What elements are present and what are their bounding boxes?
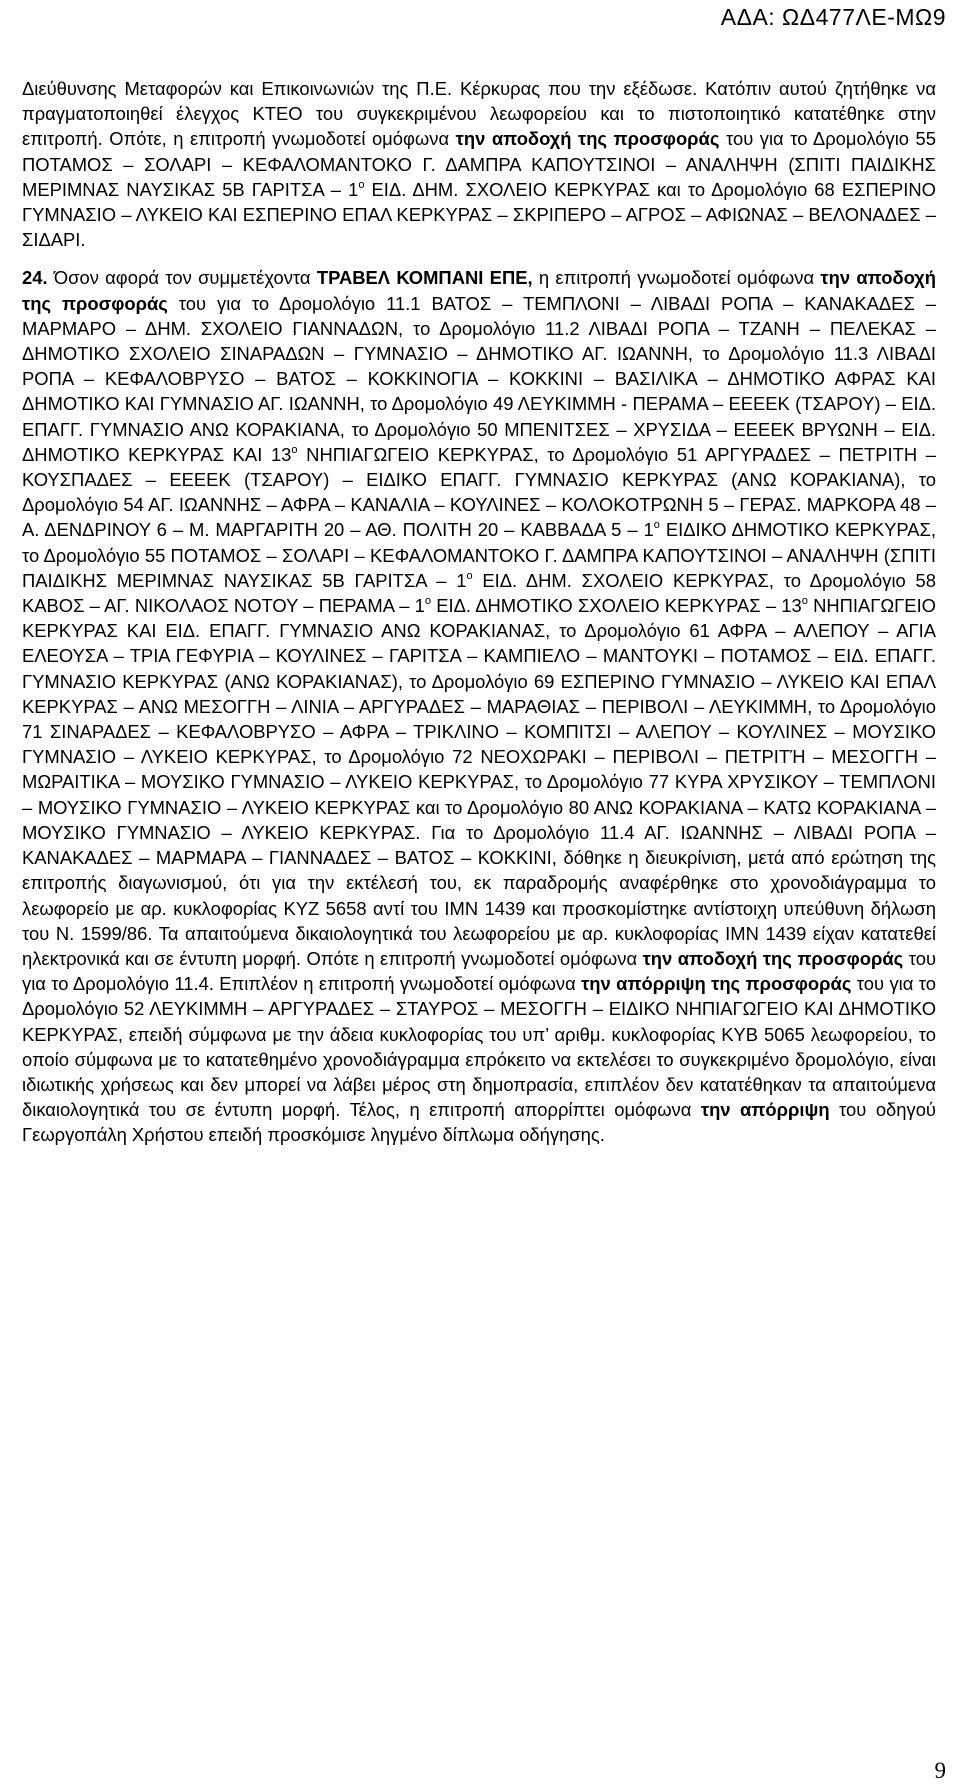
text-run: ΕΙΔ. ΔΗΜ. ΣΧΟΛΕΙΟ ΚΕΡΚΥΡΑΣ και το Δρομολόγιο 68 ΕΣΠΕΡΙΝΟ ΓΥΜΝΑΣΙΟ – ΛΥΚΕΙΟ ΚΑΙ ΕΣΠΕΡΙΝΟ ΕΠΑΛ ΚΕΡΚΥΡΑΣ – ΣΚΡΙΠΕΡΟ – ΑΓΡΟΣ – ΑΦΙΩΝΑΣ – ΒΕΛΟΝΑΔΕΣ – ΣΙΔΑΡΙ. xyxy=(22,178,936,251)
bold-text-run: την απόρριψη xyxy=(700,1099,830,1121)
text-run: του για το Δρομολόγιο 11.1 ΒΑΤΟΣ – ΤΕΜΠΛΟΝΙ – ΛΙΒΑΔΙ ΡΟΠΑ – ΚΑΝΑΚΑΔΕΣ – ΜΑΡΜΑΡΟ – ΔΗΜ. ΣΧΟΛΕΙΟ ΓΙΑΝΝΑΔΩΝ, το Δρομολόγιο 11.2 ΛΙΒΑΔΙ ΡΟΠΑ – ΤΖΑΝΗ – ΠΕΛΕΚΑΣ – ΔΗΜΟΤΙΚΟ ΣΧΟΛΕΙΟ ΣΙΝΑΡΑΔΩΝ – ΓΥΜΝΑΣΙΟ – ΔΗΜΟΤΙΚΟ ΑΓ. ΙΩΑΝΝΗ, το Δρομολόγιο 11.3 ΛΙΒΑΔΙ ΡΟΠΑ – ΚΕΦΑΛΟΒΡΥΣΟ – ΒΑΤΟΣ – ΚΟΚΚΙΝΟΓΙΑ – ΚΟΚΚΙΝΙ – ΒΑΣΙΛΙΚΑ – ΔΗΜΟΤΙΚΟ ΑΦΡΑΣ ΚΑΙ ΔΗΜΟΤΙΚΟ ΚΑΙ ΓΥΜΝΑΣΙΟ ΑΓ. ΙΩΑΝΝΗ, το Δρομολόγιο 49 ΛΕΥΚΙΜΜΗ - ΠΕΡΑΜΑ – ΕΕΕΕΚ (ΤΣΑΡΟΥ) – ΕΙΔ. ΕΠΑΓΓ. ΓΥΜΝΑΣΙΟ ΑΝΩ ΚΟΡΑΚΙΑΝΑ, το Δρομολόγιο 50 ΜΠΕΝΙΤΣΕΣ – ΧΡΥΣΙΔΑ – ΕΕΕΕΚ ΒΡΥΩΝΗ – ΕΙΔ. ΔΗΜΟΤΙΚΟ ΚΕΡΚΥΡΑΣ ΚΑΙ 13 xyxy=(22,292,936,465)
text-run: του οδηγού Γεωργοπάλη Χρήστου επειδή προσκόμισε ληγμένο δίπλωμα οδήγησης. xyxy=(22,1099,936,1146)
bold-text-run: την αποδοχή της προσφοράς xyxy=(22,267,936,314)
text-run: Διεύθυνσης Μεταφορών και Επικοινωνιών της Π.Ε. Κέρκυρας που την εξέδωσε. Κατόπιν αυτού ζητήθηκε να πραγματοποιηθεί έλεγχος ΚΤΕΟ του συγκεκριμένου λεωφορείου και το πιστοποιητικό κατατέθηκε στην επιτροπή. Οπότε, η επιτροπή γνωμοδοτεί ομόφωνα xyxy=(22,78,936,150)
bold-text-run: την απόρριψη της προσφοράς xyxy=(581,973,852,995)
paragraph-item-24 xyxy=(22,265,936,1147)
bold-text-run: ΤΡΑΒΕΛ ΚΟΜΠΑΝΙ ΕΠΕ, xyxy=(316,267,533,289)
ordinal-superscript: ο xyxy=(291,443,298,456)
bold-text-run: την αποδοχή της προσφοράς xyxy=(642,947,904,969)
paragraph-continuation xyxy=(22,76,936,252)
text-run: ΕΙΔ. ΔΗΜΟΤΙΚΟ ΣΧΟΛΕΙΟ ΚΕΡΚΥΡΑΣ – 13 xyxy=(431,595,802,617)
bold-text-run: την αποδοχή της προσφοράς xyxy=(455,128,720,150)
ordinal-superscript: ο xyxy=(801,595,808,608)
text-run: ΕΙΔ. ΔΗΜ. ΣΧΟΛΕΙΟ ΚΕΡΚΥΡΑΣ, το Δρομολόγιο 58 ΚΑΒΟΣ – ΑΓ. ΝΙΚΟΛΑΟΣ ΝΟΤΟΥ – ΠΕΡΑΜΑ – 1 xyxy=(22,569,936,617)
text-run: ΝΗΠΙΑΓΩΓΕΙΟ ΚΕΡΚΥΡΑΣ, το Δρομολόγιο 51 ΑΡΓΥΡΑΔΕΣ – ΠΕΤΡΙΤΗ – ΚΟΥΣΠΑΔΕΣ – ΕΕΕΕΚ (ΤΣΑΡΟΥ) – ΕΙΔΙΚΟ ΕΠΑΓΓ. ΓΥΜΝΑΣΙΟ ΚΕΡΚΥΡΑΣ (ΑΝΩ ΚΟΡΑΚΙΑΝΑ), το Δρομολόγιο 54 ΑΓ. ΙΩΑΝΝΗΣ – ΑΦΡΑ – ΚΑΝΑΛΙΑ – ΚΟΥΛΙΝΕΣ – ΚΟΛΟΚΟΤΡΩΝΗ 5 – ΓΕΡΑΣ. ΜΑΡΚΟΡΑ 48 – Α. ΔΕΝΔΡΙΝΟΥ 6 – Μ. ΜΑΡΓΑΡΙΤΗ 20 – ΑΘ. ΠΟΛΙΤΗ 20 – ΚΑΒΒΑΔΑ 5 – 1 xyxy=(22,443,936,541)
ordinal-superscript: ο xyxy=(424,595,432,608)
text-run: του για το Δρομολόγιο 52 ΛΕΥΚΙΜΜΗ – ΑΡΓΥΡΑΔΕΣ – ΣΤΑΥΡΟΣ – ΜΕΣΟΓΓΗ – ΕΙΔΙΚΟ ΝΗΠΙΑΓΩΓΕΙΟ ΚΑΙ ΔΗΜΟΤΙΚΟ ΚΕΡΚΥΡΑΣ, επειδή σύμφωνα με την άδεια κυκλοφορίας του υπ’ αριθμ. κυκλοφορίας ΚΥΒ 5065 λεωφορείου, το οποίο σύμφωνα με το κατατεθημένο χρονοδιάγραμμα επρόκειτο να εκτελέσει το συγκεκριμένο δρομολόγιο, είναι ιδιωτικής χρήσεως και δεν μπορεί να λάβει μέρος στη δημοπρασία, επιπλέον δεν κατατέθηκαν τα απαιτούμενα δικαιολογητικά του σε έντυπη μορφή. Τέλος, η επιτροπή απορρίπτει ομόφωνα xyxy=(22,973,936,1121)
text-run: η επιτροπή γνωμοδοτεί ομόφωνα xyxy=(532,267,821,289)
text-run: ΕΙΔΙΚΟ ΔΗΜΟΤΙΚΟ ΚΕΡΚΥΡΑΣ, το Δρομολόγιο 55 ΠΟΤΑΜΟΣ – ΣΟΛΑΡΙ – ΚΕΦΑΛΟΜΑΝΤΟΚΟ Γ. ΔΑΜΠΡΑ ΚΑΠΟΥΤΣΙΝΟΙ – ΑΝΑΛΗΨΗ (ΣΠΙΤΙ ΠΑΙΔΙΚΗΣ ΜΕΡΙΜΝΑΣ ΝΑΥΣΙΚΑΣ 5Β ΓΑΡΙΤΣΑ – 1 xyxy=(22,519,937,591)
ordinal-superscript: ο xyxy=(358,178,365,191)
text-run: του για το Δρομολόγιο 55 ΠΟΤΑΜΟΣ – ΣΟΛΑΡΙ – ΚΕΦΑΛΟΜΑΝΤΟΚΟ Γ. ΔΑΜΠΡΑ ΚΑΠΟΥΤΣΙΝΟΙ – ΑΝΑΛΗΨΗ (ΣΠΙΤΙ ΠΑΙΔΙΚΗΣ ΜΕΡΙΜΝΑΣ ΝΑΥΣΙΚΑΣ 5Β ΓΑΡΙΤΣΑ – 1 xyxy=(22,128,937,200)
bold-text-run: 24. xyxy=(22,267,48,289)
ordinal-superscript: ο xyxy=(653,519,660,532)
text-run: Όσον αφορά τον συμμετέχοντα xyxy=(47,267,317,289)
document-body xyxy=(22,76,936,1148)
text-run: ΝΗΠΙΑΓΩΓΕΙΟ ΚΕΡΚΥΡΑΣ ΚΑΙ ΕΙΔ. ΕΠΑΓΓ. ΓΥΜΝΑΣΙΟ ΑΝΩ ΚΟΡΑΚΙΑΝΑΣ, το Δρομολόγιο 61 ΑΦΡΑ – ΑΛΕΠΟΥ – ΑΓΙΑ ΕΛΕΟΥΣΑ – ΤΡΙΑ ΓΕΦΥΡΙΑ – ΚΟΥΛΙΝΕΣ – ΓΑΡΙΤΣΑ – ΚΑΜΠΙΕΛΟ – ΜΑΝΤΟΥΚΙ – ΠΟΤΑΜΟΣ – ΕΙΔ. ΕΠΑΓΓ. ΓΥΜΝΑΣΙΟ ΚΕΡΚΥΡΑΣ (ΑΝΩ ΚΟΡΑΚΙΑΝΑΣ), το Δρομολόγιο 69 ΕΣΠΕΡΙΝΟ ΓΥΜΝΑΣΙΟ – ΛΥΚΕΙΟ ΚΑΙ ΕΠΑΛ ΚΕΡΚΥΡΑΣ – ΑΝΩ ΜΕΣΟΓΓΗ – ΛΙΝΙΑ – ΑΡΓΥΡΑΔΕΣ – ΜΑΡΑΘΙΑΣ – ΠΕΡΙΒΟΛΙ – ΛΕΥΚΙΜΜΗ, το Δρομολόγιο 71 ΣΙΝΑΡΑΔΕΣ – ΚΕΦΑΛΟΒΡΥΣΟ – ΑΦΡΑ – ΤΡΙΚΛΙΝΟ – ΚΟΜΠΙΤΣΙ – ΑΛΕΠΟΥ – ΚΟΥΛΙΝΕΣ – ΜΟΥΣΙΚΟ ΓΥΜΝΑΣΙΟ – ΛΥΚΕΙΟ ΚΕΡΚΥΡΑΣ, το Δρομολόγιο 72 ΝΕΟΧΩΡΑΚΙ – ΠΕΡΙΒΟΛΙ – ΠΕΤΡΙΤΉ – ΜΕΣΟΓΓΗ – ΜΩΡΑΙΤΙΚΑ – ΜΟΥΣΙΚΟ ΓΥΜΝΑΣΙΟ – ΛΥΚΕΙΟ ΚΕΡΚΥΡΑΣ, το Δρομολόγιο 77 ΚΥΡΑ ΧΡΥΣΙΚΟΥ – ΤΕΜΠΛΟΝΙ – ΜΟΥΣΙΚΟ ΓΥΜΝΑΣΙΟ – ΛΥΚΕΙΟ ΚΕΡΚΥΡΑΣ και το Δρομολόγιο 80 ΑΝΩ ΚΟΡΑΚΙΑΝΑ – ΚΑΤΩ ΚΟΡΑΚΙΑΝΑ – ΜΟΥΣΙΚΟ ΓΥΜΝΑΣΙΟ – ΛΥΚΕΙΟ ΚΕΡΚΥΡΑΣ. Για το Δρομολόγιο 11.4 ΑΓ. ΙΩΑΝΝΗΣ – ΛΙΒΑΔΙ ΡΟΠΑ – ΚΑΝΑΚΑΔΕΣ – ΜΑΡΜΑΡΑ – ΓΙΑΝΝΑΔΕΣ – ΒΑΤΟΣ – ΚΟΚΚΙΝΙ, δόθηκε η διευκρίνιση, μετά από ερώτηση της επιτροπής διαγωνισμού, ότι για την εκτέλεσή του, εκ παραδρομής αναφέρθηκε στο χρονοδιάγραμμα το λεωφορείο με αρ. κυκλοφορίας ΚΥΖ 5658 αντί του ΙΜΝ 1439 και προσκομίστηκε αντίστοιχη υπεύθυνη δήλωση του Ν. 1599/86. Τα απαιτούμενα δικαιολογητικά του λεωφορείου με αρ. κυκλοφορίας ΙΜΝ 1439 είχαν κατατεθεί ηλεκτρονικά και σε έντυπη μορφή. Οπότε η επιτροπή γνωμοδοτεί ομόφωνα xyxy=(22,595,936,969)
ada-header: ΑΔΑ: ΩΔ477ΛΕ-ΜΩ9 xyxy=(720,4,946,30)
ordinal-superscript: ο xyxy=(466,569,473,582)
page-number: 9 xyxy=(934,1758,946,1783)
text-run: του για το Δρομολόγιο 11.4. Επιπλέον η επιτροπή γνωμοδοτεί ομόφωνα xyxy=(22,947,936,995)
